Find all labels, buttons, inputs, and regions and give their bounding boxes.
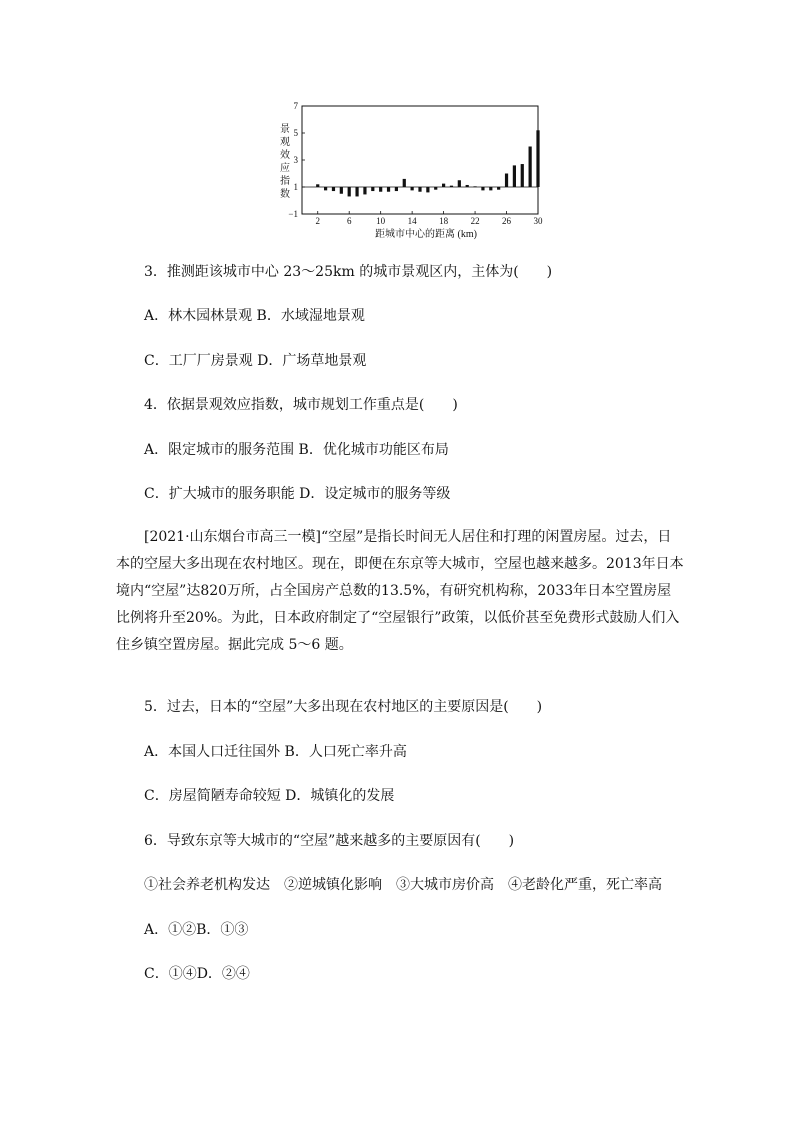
question-3-options-ab: A．林木园林景观 B．水域湿地景观 [144, 308, 365, 324]
bar [411, 187, 414, 190]
y-tick-label: −1 [288, 209, 298, 219]
bar [536, 130, 539, 187]
bar [513, 165, 516, 187]
x-tick-label: 2 [315, 216, 320, 226]
y-axis-label-char: 景 [280, 124, 290, 135]
bar [489, 187, 492, 190]
x-ticks [315, 211, 543, 226]
y-tick-label: 5 [293, 128, 298, 138]
bar [466, 185, 469, 187]
question-6-options-cd: C．①④D．②④ [144, 966, 250, 982]
bar [348, 187, 351, 196]
bar [434, 187, 437, 190]
bar [324, 187, 327, 190]
bar [387, 187, 390, 192]
question-5-options-cd: C．房屋简陋寿命较短 D．城镇化的发展 [144, 788, 395, 804]
question-4-options-cd: C．扩大城市的服务职能 D．设定城市的服务等级 [144, 486, 451, 502]
y-axis-label-char: 效 [280, 150, 290, 161]
bar [418, 187, 421, 192]
x-axis-label: 距城市中心的距离 (km) [375, 229, 477, 240]
x-tick-label: 30 [533, 216, 543, 226]
question-6-options-ab: A．①②B．①③ [144, 922, 249, 938]
bar [426, 187, 429, 192]
reading-passage [116, 524, 684, 659]
bar [363, 187, 366, 194]
bar [481, 187, 484, 190]
bar [340, 187, 343, 194]
x-tick-label: 6 [346, 216, 352, 226]
bar [505, 174, 508, 188]
y-tick-label: 1 [293, 182, 298, 192]
bar [450, 186, 453, 187]
plot-frame [302, 106, 538, 214]
landscape-index-chart [274, 98, 544, 244]
bar [371, 187, 374, 191]
question-5-stem: 5．过去，日本的“空屋”大多出现在农村地区的主要原因是( ) [144, 699, 543, 715]
bar [442, 184, 445, 187]
y-tick-label: 7 [293, 101, 298, 111]
passage-text: [2021·山东烟台市高三一模]“空屋”是指长时间无人居住和打理的闲置房屋。过去，日本的空屋大多出现在农村地区。现在，即便在东京等大城市，空屋也越来越多。2013年日本境内“空屋”达820万所，占全国房产总数的13.5%，有研究机构称，2033年日本空置房屋比例将升至20%。为此，日本政府制定了“空屋银行”政策，以低价甚至免费形式鼓励人们入住乡镇空置房屋。据此完成 5～6 题。 [116, 529, 684, 653]
bars [316, 130, 539, 196]
y-axis-label-char: 指 [280, 176, 290, 187]
bar [355, 187, 358, 196]
y-axis-label-char: 应 [280, 163, 290, 174]
x-tick-label: 22 [470, 216, 480, 226]
y-ticks [288, 101, 305, 219]
y-tick-label: 3 [293, 155, 298, 165]
bar [403, 179, 406, 187]
x-tick-label: 10 [376, 216, 386, 226]
bar [379, 187, 382, 192]
bar [316, 184, 319, 187]
question-6-items: ①社会养老机构发达 ②逆城镇化影响 ③大城市房价高 ④老龄化严重，死亡率高 [144, 877, 662, 893]
bar [529, 147, 532, 188]
bar [332, 187, 335, 191]
x-tick-label: 14 [407, 216, 417, 226]
question-3-stem: 3．推测距该城市中心 23～25km 的城市景观区内，主体为( ) [144, 264, 553, 280]
question-4-options-ab: A．限定城市的服务范围 B．优化城市功能区布局 [144, 442, 449, 458]
bar [497, 187, 500, 190]
question-4-stem: 4．依据景观效应指数，城市规划工作重点是( ) [144, 397, 458, 413]
question-3-options-cd: C．工厂厂房景观 D．广场草地景观 [144, 353, 367, 369]
y-axis-label [280, 123, 290, 200]
y-axis-label-char: 观 [280, 137, 290, 148]
bar [458, 180, 461, 187]
bar [473, 186, 476, 187]
bar [395, 187, 398, 191]
bar [521, 164, 524, 187]
question-6-stem: 6．导致东京等大城市的“空屋”越来越多的主要原因有( ) [144, 833, 515, 849]
x-tick-label: 18 [439, 216, 449, 226]
question-5-options-ab: A．本国人口迁往国外 B．人口死亡率升高 [144, 744, 407, 760]
y-axis-label-char: 数 [280, 189, 290, 200]
x-tick-label: 26 [502, 216, 512, 226]
